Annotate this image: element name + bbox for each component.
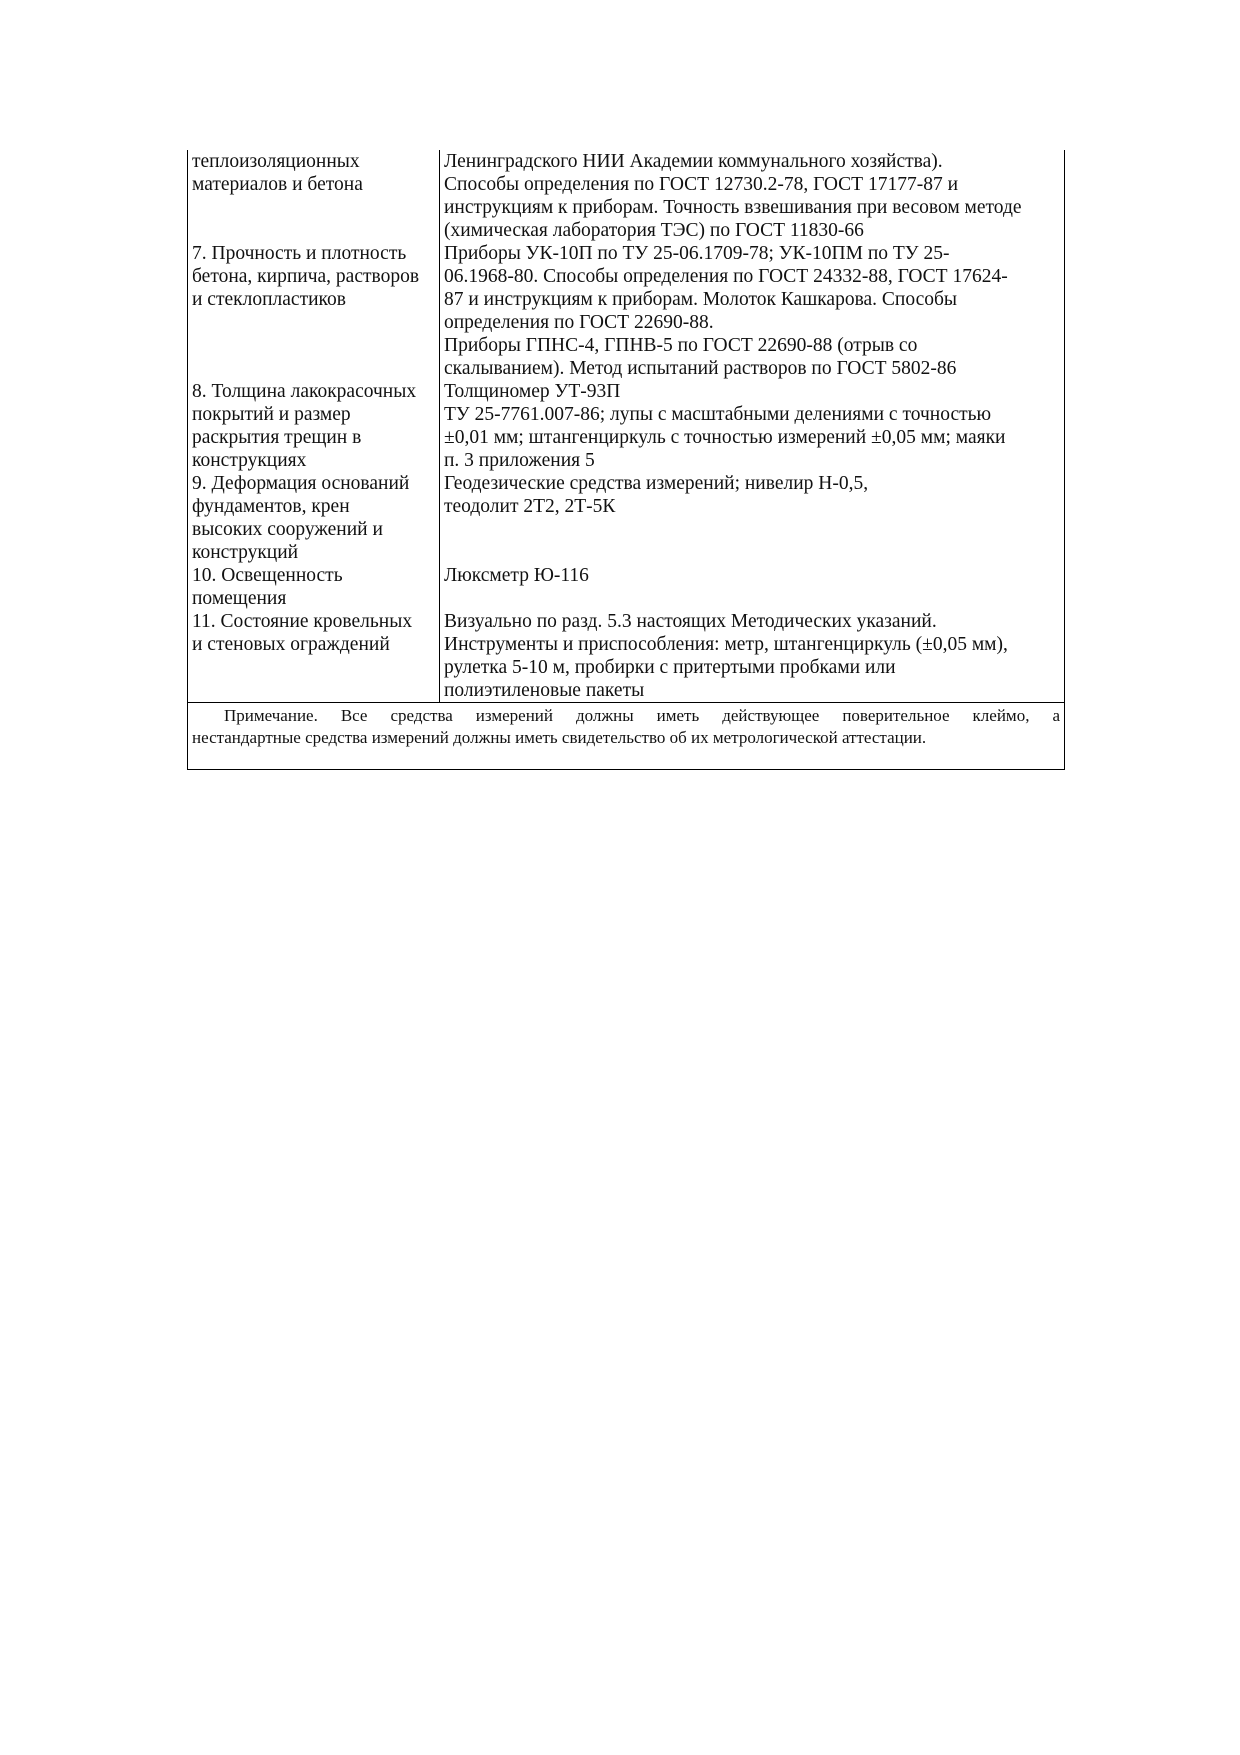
cell-line: и стеклопластиков — [192, 289, 346, 310]
instrument-cell — [440, 564, 1065, 610]
parameter-cell — [188, 150, 440, 242]
instruments-table-container — [187, 150, 1064, 770]
cell-line: Приборы ГПНС-4, ГПНВ-5 по ГОСТ 22690-88 (отрыв со — [444, 335, 918, 356]
cell-line: 9. Деформация оснований — [192, 473, 410, 494]
note-word: иметь — [656, 706, 700, 725]
cell-line: и стеновых ограждений — [192, 634, 390, 655]
note-cell — [188, 703, 1065, 770]
note-row — [188, 703, 1065, 770]
cell-line: рулетка 5-10 м, пробирки с притертыми пробками или — [444, 657, 896, 678]
cell-line: Способы определения по ГОСТ 12730.2-78, ГОСТ 17177-87 и — [444, 174, 959, 195]
cell-line: теодолит 2Т2, 2Т-5К — [444, 496, 616, 517]
cell-line: 10. Освещенность — [192, 565, 343, 586]
cell-line: 87 и инструкциям к приборам. Молоток Кашкарова. Способы — [444, 289, 958, 310]
cell-line: 11. Состояние кровельных — [192, 611, 413, 632]
parameter-cell — [188, 564, 440, 610]
cell-line: Приборы УК-10П по ТУ 25-06.1709-78; УК-10ПМ по ТУ 25- — [444, 243, 950, 264]
table-row — [188, 610, 1065, 703]
note-word: поверительное — [842, 706, 950, 725]
cell-line: определения по ГОСТ 22690-88. — [444, 312, 714, 333]
cell-line: Визуально по разд. 5.3 настоящих Методических указаний. — [444, 611, 937, 632]
parameter-cell — [188, 380, 440, 472]
instrument-cell — [440, 380, 1065, 472]
instrument-cell — [440, 150, 1065, 242]
cell-line: 7. Прочность и плотность — [192, 243, 407, 264]
table-row — [188, 380, 1065, 472]
cell-line: Ленинградского НИИ Академии коммунального хозяйства). — [444, 151, 943, 172]
cell-line: 8. Толщина лакокрасочных — [192, 381, 417, 402]
parameter-cell — [188, 242, 440, 380]
cell-line: бетона, кирпича, растворов — [192, 266, 420, 287]
note-word: Примечание. — [224, 706, 318, 725]
cell-line: ±0,01 мм; штангенциркуль с точностью измерений ±0,05 мм; маяки — [444, 427, 1006, 448]
cell-line: высоких сооружений и — [192, 519, 383, 540]
cell-line: покрытий и размер — [192, 404, 351, 425]
table-row — [188, 150, 1065, 242]
cell-line: скалыванием). Метод испытаний растворов по ГОСТ 5802-86 — [444, 358, 957, 379]
cell-line: (химическая лаборатория ТЭС) по ГОСТ 11830-66 — [444, 220, 864, 241]
cell-line: конструкций — [192, 542, 299, 563]
cell-line: фундаментов, крен — [192, 496, 350, 517]
instrument-cell — [440, 472, 1065, 564]
cell-line: ТУ 25-7761.007-86; лупы с масштабными делениями с точностью — [444, 404, 992, 425]
note-word: измерений — [475, 706, 553, 725]
cell-line: раскрытия трещин в — [192, 427, 362, 448]
table-row — [188, 564, 1065, 610]
note-word: клеймо, — [972, 706, 1030, 725]
note-word: действующее — [722, 706, 820, 725]
cell-line: конструкциях — [192, 450, 307, 471]
cell-line: полиэтиленовые пакеты — [444, 680, 645, 701]
instrument-cell — [440, 242, 1065, 380]
cell-line: Инструменты и приспособления: метр, штангенциркуль (±0,05 мм), — [444, 634, 1008, 655]
parameter-cell — [188, 610, 440, 703]
instruments-table — [187, 150, 1065, 770]
cell-line: п. 3 приложения 5 — [444, 450, 595, 471]
table-row — [188, 242, 1065, 380]
cell-line: помещения — [192, 588, 287, 609]
cell-line: Люксметр Ю-116 — [444, 565, 589, 586]
cell-line: теплоизоляционных — [192, 151, 360, 172]
cell-line: 06.1968-80. Способы определения по ГОСТ 24332-88, ГОСТ 17624- — [444, 266, 1008, 287]
note-word: средства — [390, 706, 453, 725]
cell-line: Геодезические средства измерений; нивелир Н-0,5, — [444, 473, 869, 494]
note-word: Все — [340, 706, 368, 725]
note-line-1 — [192, 705, 1060, 727]
cell-line: материалов и бетона — [192, 174, 363, 195]
parameter-cell — [188, 472, 440, 564]
cell-line: Толщиномер УТ-93П — [444, 381, 621, 402]
cell-line: инструкциям к приборам. Точность взвешивания при весовом методе — [444, 197, 1022, 218]
note-word: а — [1052, 706, 1060, 725]
note-word: должны — [575, 706, 634, 725]
instrument-cell — [440, 610, 1065, 703]
table-row — [188, 472, 1065, 564]
note-line-2: нестандартные средства измерений должны иметь свидетельство об их метрологической аттестации. — [192, 728, 927, 747]
